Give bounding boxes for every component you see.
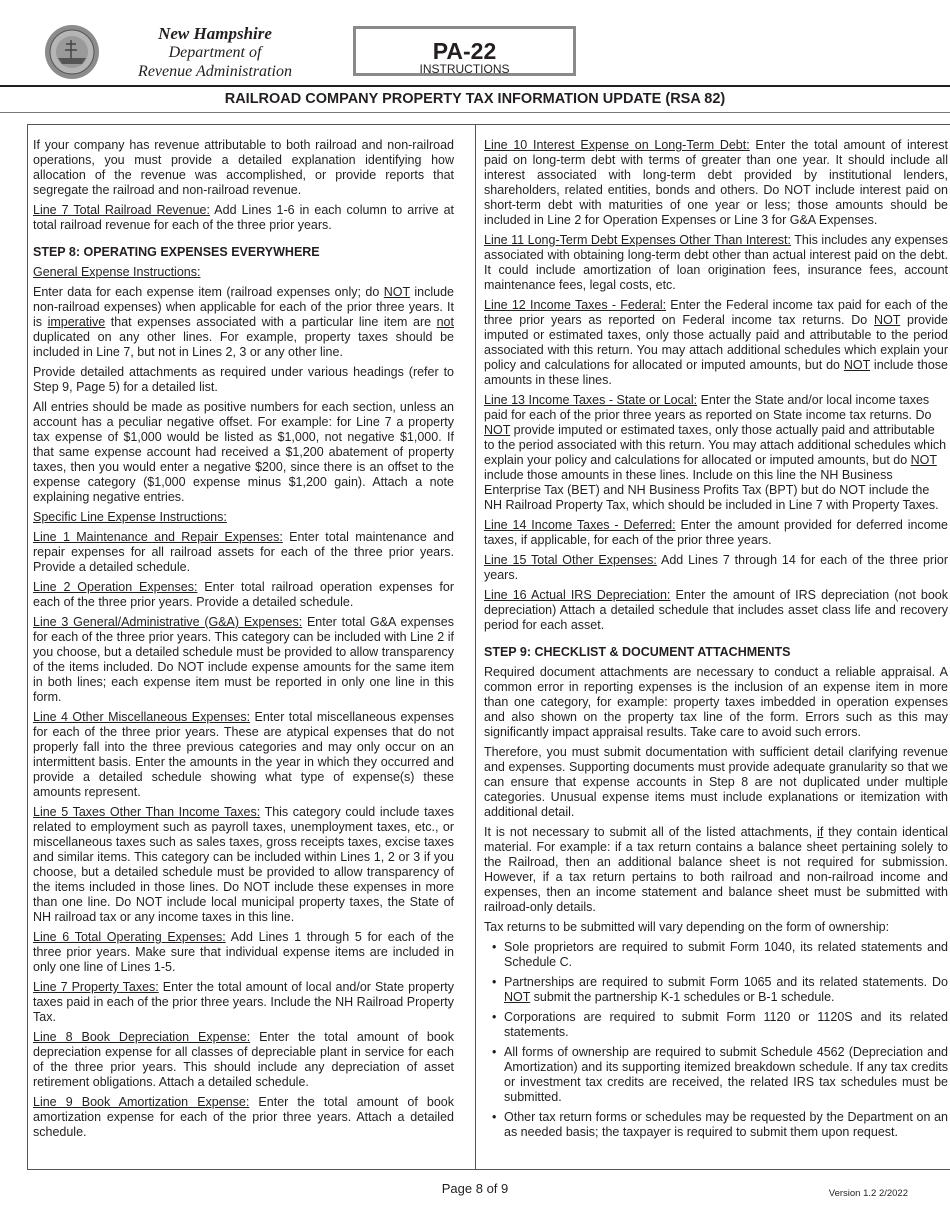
line13-paragraph: Line 13 Income Taxes - State or Local: Enter the State and/or local income taxes paid for each of the prior three years as reported on State income tax returns. Do NOT provide imputed or estimated taxes, only those actually paid and attributable to the period associated with this return. You may attach additional schedules which explain your policy and calculations for allocated or imputed amounts, but do NOT include those amounts in these lines. Include on this line the NH Business Enterprise Tax (BET) and NH Business Profits Tax (BPT) but do NOT include the NH Railroad Property Tax, which should be included in Line 7 with Property Taxes. — [484, 393, 947, 512]
page-number: Page 8 of 9 — [441, 1181, 509, 1196]
line1-paragraph: Line 1 Maintenance and Repair Expenses: Enter total maintenance and repair expenses for all railroad assets for each of the three prior years. Provide a detailed schedule. — [33, 530, 454, 574]
step9-paragraph-4: Tax returns to be submitted will vary depending on the form of ownership: — [484, 920, 890, 934]
form-id-box — [353, 26, 576, 76]
agency-line-1: New Hampshire — [158, 24, 272, 43]
line7-revenue-label: Line 7 Total Railroad Revenue: — [33, 203, 210, 217]
step9-paragraph-3: It is not necessary to submit all of the listed attachments, if they contain identical material. For example: if a tax return contains a balance sheet pertaining solely to the Railroad, then an additional balance sheet is not required for submission. However, if a tax return pertains to both railroad and non-railroad income and expenses, then an income statement and balance sheet must be submitted with railroad-only details. — [484, 825, 948, 914]
line10-paragraph: Line 10 Interest Expense on Long-Term Debt: Enter the total amount of interest paid on long-term debt with terms of greater than one year. It should include all interest associated with long-term debt provided by institutional lenders, shareholders, related entities, bonds and others. Do NOT include interest paid on short-term debt with maturities of one year or less; those amounts should be included in Line 2 for Operation Expenses or Line 3 for G&A Expenses. — [484, 138, 948, 227]
right-column — [484, 138, 948, 1145]
general-paragraph-1: Enter data for each expense item (railroad expenses only; do NOT include non-railroad expenses) when applicable for each of the prior three years. It is imperative that expenses associated with a particular line item are not duplicated on any other lines. For example, property taxes should be included in Line 7, but not in Lines 2, 3 or any other line. — [33, 285, 454, 359]
header-rule — [0, 85, 950, 87]
line2-paragraph: Line 2 Operation Expenses: Enter total railroad operation expenses for each of the three prior years. Provide a detailed schedule. — [33, 580, 454, 609]
line11-paragraph: Line 11 Long-Term Debt Expenses Other Than Interest: This includes any expenses associated with obtaining long-term debt other than actual interest paid on the debt. It could include amortization of loan origination fees, insurance fees, account maintenance fees, legal costs, etc. — [484, 233, 948, 292]
general-paragraph-2: Provide detailed attachments as required under various headings (refer to Step 9, Page 5) for a detailed list. — [33, 365, 454, 394]
line4-paragraph: Line 4 Other Miscellaneous Expenses: Enter total miscellaneous expenses for each of the three prior years. These are atypical expenses that do not properly fall into the three previous categories and may only occur on an intermittent basis. Enter the amounts in the year in which they occurred and provide a detailed schedule showing what type of expense(s) these amounts represent. — [33, 710, 454, 799]
step9-heading: STEP 9: CHECKLIST & DOCUMENT ATTACHMENTS — [484, 645, 791, 659]
form-subtitle: INSTRUCTIONS — [419, 62, 510, 76]
page-title: RAILROAD COMPANY PROPERTY TAX INFORMATION UPDATE (RSA 82) — [224, 91, 726, 107]
line7-paragraph: Line 7 Property Taxes: Enter the total amount of local and/or State property taxes paid in each of the prior three years. Include the NH Railroad Property Tax. — [33, 980, 454, 1024]
line12-paragraph: Line 12 Income Taxes - Federal: Enter the Federal income tax paid for each of the three prior years as reported on Federal income tax returns. Do NOT provide imputed or estimated taxes, only those actually paid and attributable to the period associated with this return. You may attach additional schedules which explain your policy and calculations for allocated or imputed amounts, but do NOT include those amounts in these lines. — [484, 298, 949, 387]
agency-line-3: Revenue Administration — [138, 63, 292, 80]
column-divider — [475, 124, 476, 1170]
line5-paragraph: Line 5 Taxes Other Than Income Taxes: This category could include taxes related to employment such as payroll taxes, unemployment taxes, etc., or miscellaneous taxes such as sales taxes, gross receipts taxes, excise taxes and similar items. This category can be included within Lines 1, 2 or 3 if you choose, but a detailed schedule must be provided to allow transparency of the items included in those lines. Do NOT include these expenses in more than one line. Do NOT include local municipal property taxes, the State of NH railroad tax or any income taxes in this line. — [33, 805, 454, 924]
list-item: • Partnerships are required to submit Form 1065 and its related statements. Do NOT submit the partnership K-1 schedules or B-1 schedule. — [504, 975, 948, 1005]
line3-paragraph: Line 3 General/Administrative (G&A) Expenses: Enter total G&A expenses for each of the three prior years. This category can be included with Line 2 if you choose, but a detailed schedule must be provided to allow transparency of the items included. Do NOT include expense amounts for the same item in both lines; each expense item must be reported in only one line in this form. — [33, 615, 454, 704]
ownership-list — [484, 940, 948, 1140]
line16-paragraph: Line 16 Actual IRS Depreciation: Enter the amount of IRS depreciation (not book depreciation) Attach a detailed schedule that includes asset class life and recovery period for each asset. — [484, 588, 949, 632]
list-item: • Corporations are required to submit Form 1120 or 1120S and its related statements. — [504, 1010, 948, 1040]
list-item: • Other tax return forms or schedules may be requested by the Department on an as needed basis; the taxpayer is required to submit them upon request. — [504, 1110, 948, 1140]
intro-paragraph: If your company has revenue attributable to both railroad and non-railroad operations, you must provide a detailed explanation identifying how allocation of the revenue was accomplished, or provide reports that segregate the railroad and non-railroad revenue. — [33, 138, 454, 197]
form-number: PA-22 — [432, 38, 497, 64]
line8-paragraph: Line 8 Book Depreciation Expense: Enter the total amount of book depreciation expense for all classes of depreciable plant in service for each of the three prior years. This should include any depreciation of asset retirement obligations. Attach a detailed schedule. — [33, 1030, 454, 1089]
general-instructions-heading: General Expense Instructions: — [33, 265, 201, 279]
version-label: Version 1.2 2/2022 — [828, 1188, 908, 1199]
line7-revenue-paragraph: Line 7 Total Railroad Revenue: Add Lines 1-6 in each column to arrive at total railroad revenue for each of the three prior years. — [33, 203, 455, 232]
line15-paragraph: Line 15 Total Other Expenses: Add Lines 7 through 14 for each of the three prior years. — [484, 553, 948, 582]
step9-paragraph-2: Therefore, you must submit documentation with sufficient detail clarifying revenue and expenses. Supporting documents must provide adequate granularity so that we can ensure that expense accounts in Step 8 are not duplicated under multiple categories. Unusual expense items must include explanations or itemization with additional detail. — [484, 745, 948, 819]
line6-paragraph: Line 6 Total Operating Expenses: Add Lines 1 through 5 for each of the three prior years. Make sure that individual expense items are included in only one line of Lines 1-5. — [33, 930, 454, 974]
list-item: • All forms of ownership are required to submit Schedule 4562 (Depreciation and Amortization) and its supporting itemized breakdown schedule. If any tax credits or investment tax credits are received, the related IRS tax schedules must be submitted. — [504, 1045, 948, 1105]
general-paragraph-3: All entries should be made as positive numbers for each section, unless an account has a peculiar negative offset. For example: for Line 7 a property tax expense of $1,000 would be listed as $1,000, not negative $1,000. If that same expense account had received a $1,200 abatement of property taxes, then you would enter a negative $200, since there is an offset to the expense category ($1,000 expense minus $1,200 gain). Attach a note explaining negative entries. — [33, 400, 454, 504]
state-seal-logo — [44, 24, 100, 80]
step8-heading: STEP 8: OPERATING EXPENSES EVERYWHERE — [33, 245, 320, 259]
list-item: • Sole proprietors are required to submit Form 1040, its related statements and Schedule C. — [504, 940, 948, 970]
specific-instructions-heading: Specific Line Expense Instructions: — [33, 510, 227, 524]
line9-paragraph: Line 9 Book Amortization Expense: Enter the total amount of book amortization expense for each of the prior three years. Attach a detailed schedule. — [33, 1095, 454, 1139]
agency-line-2: Department of — [168, 44, 262, 61]
title-rule — [0, 112, 950, 113]
line14-paragraph: Line 14 Income Taxes - Deferred: Enter the amount provided for deferred income taxes, if applicable, for each of the prior three years. — [484, 518, 948, 547]
agency-name — [112, 24, 318, 81]
left-column — [33, 138, 454, 1145]
step9-paragraph-1: Required document attachments are necessary to conduct a reliable appraisal. A common error in reporting expenses is the inclusion of an expense item in more than one category, for example: property taxes imbedded in operation expenses and also shown on the property tax line of the form. Errors such as this may significantly impact appraisal results. Take care to avoid such errors. — [484, 665, 948, 739]
